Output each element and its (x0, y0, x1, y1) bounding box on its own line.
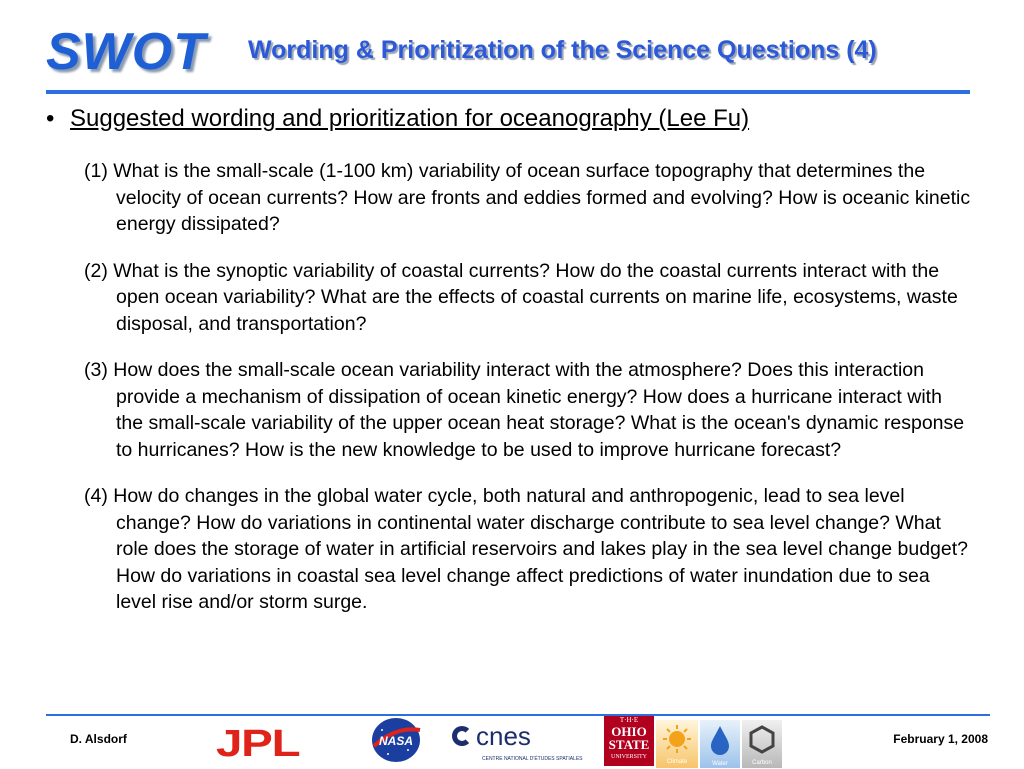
question-item-2: (2) What is the synoptic variability of coastal currents? How do the coastal currents interact with the open ocean variability? What are the effects of coastal currents on marine life, ecosystems, waste disposal, and transportation? (84, 259, 958, 335)
water-label: Water (712, 761, 728, 767)
cnes-swirl-icon (452, 726, 472, 746)
footer-divider (46, 714, 990, 716)
nasa-logo (368, 716, 424, 769)
footer-date: February 1, 2008 (893, 732, 988, 746)
nasa-logo-text: NASA (378, 734, 414, 748)
osu-logo-bottom: UNIVERSITY (611, 754, 647, 760)
question-list (84, 158, 974, 636)
carbon-logo (742, 720, 782, 768)
water-logo (700, 720, 740, 768)
bullet-item (46, 104, 976, 134)
hexagon-icon (749, 725, 775, 755)
question-item-4: (4) How do changes in the global water cycle, both natural and anthropogenic, lead to sea level change? How do variations in continental water discharge contribute to sea level change? What role does the storage of water in artificial reservoirs and lakes play in the sea level change budget? How do variations in coastal sea level change affect predictions of water inundation due to sea level rise and/or storm surge. (84, 485, 968, 613)
osu-logo-mid: OHIO STATE (608, 724, 650, 752)
climate-logo (656, 720, 698, 768)
cnes-logo (452, 722, 582, 762)
bullet-text: Suggested wording and prioritization for oceanography (Lee Fu) (70, 105, 750, 132)
carbon-label: Carbon (752, 760, 772, 766)
water-drop-icon (707, 724, 733, 756)
osu-logo (604, 716, 654, 766)
swot-logo: SWOT (46, 23, 206, 81)
title-divider (46, 90, 970, 94)
question-item-3: (3) How does the small-scale ocean variability interact with the atmosphere? Does this interaction provide a mechanism of dissipation of ocean kinetic energy? How does a hurricane interact with the small-scale variability of the upper ocean heat storage? What is the ocean's dynamic response to hurricanes? How is the new knowledge to be used to improve hurricane forecast? (84, 359, 965, 461)
jpl-logo-text: JPL (216, 723, 300, 765)
footer-author: D. Alsdorf (70, 732, 127, 746)
question-item-1: (1) What is the small-scale (1-100 km) variability of ocean surface topography that determines the velocity of ocean currents? How are fronts and eddies formed and evolving? How is oceanic kinetic energy dissipated? (84, 160, 971, 235)
cnes-logo-subtitle: CENTRE NATIONAL D'ÉTUDES SPATIALES (482, 756, 583, 762)
jpl-logo (216, 723, 300, 765)
osu-logo-top: T·H·E (619, 716, 639, 724)
cnes-logo-text: cnes (476, 721, 531, 751)
sun-icon (662, 724, 692, 754)
slide-title: Wording & Prioritization of the Science Questions (4) (248, 36, 877, 64)
bullet-icon: • (46, 105, 55, 132)
climate-label: Climate (666, 759, 688, 765)
